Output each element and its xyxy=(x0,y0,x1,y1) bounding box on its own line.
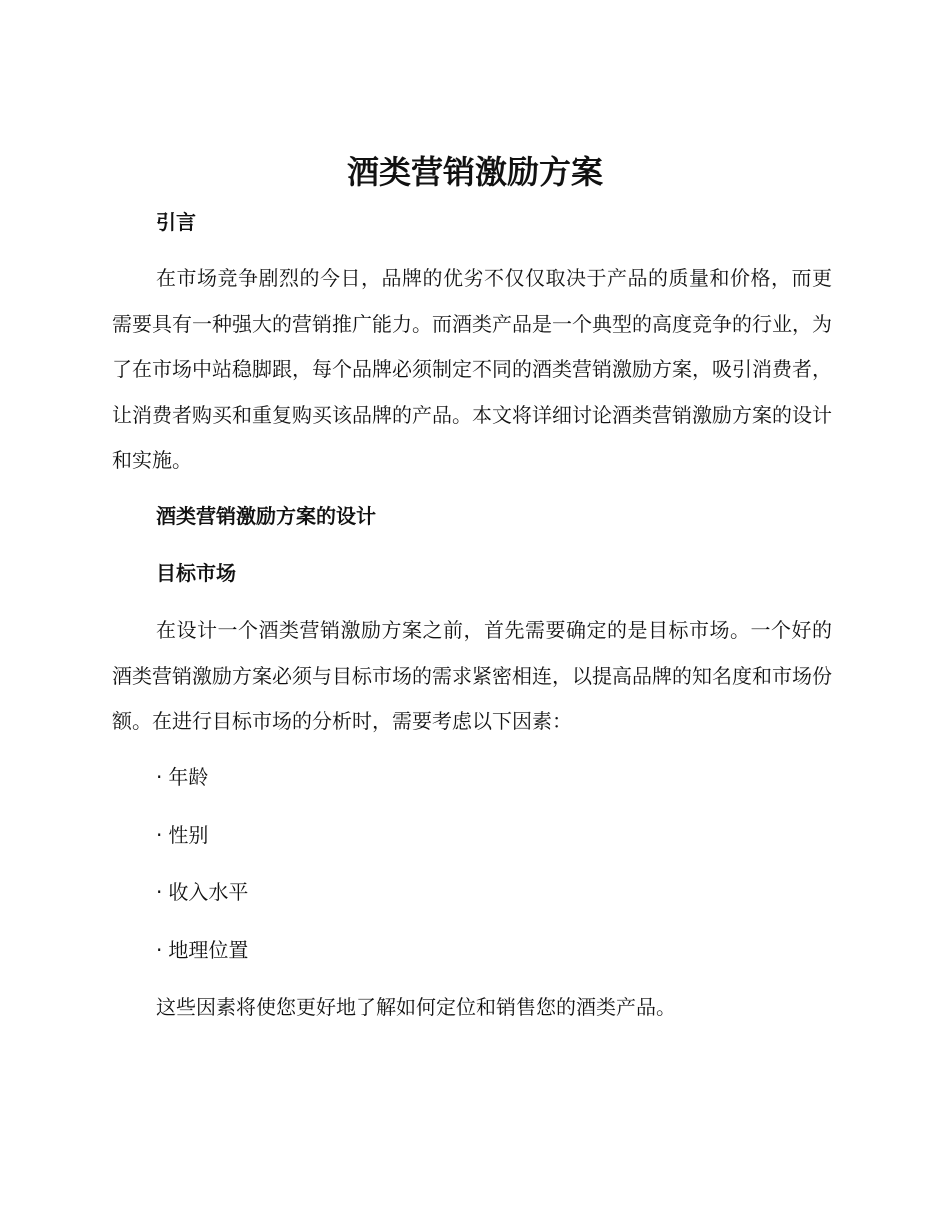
document-title: 酒类营销激励方案 xyxy=(346,153,603,191)
factor-item-gender xyxy=(156,821,208,849)
bullet-marker: · xyxy=(156,880,163,904)
intro-heading: 引言 xyxy=(156,210,196,234)
factor-item-location xyxy=(156,936,248,964)
factor-label: 年龄 xyxy=(168,765,209,789)
intro-paragraph: 在市场竞争剧烈的今日，品牌的优劣不仅仅取决于产品的质量和价格，而更需要具有一种强大的营销推广能力。而酒类产品是一个典型的高度竞争的行业，为了在市场中站稳脚跟，每个品牌必须制定不同的酒类营销激励方案，吸引消费者，让消费者购买和重复购买该品牌的产品。本文将详细讨论酒类营销激励方案的设计和实施。 xyxy=(112,266,832,473)
factor-item-age xyxy=(156,763,208,791)
factor-label: 收入水平 xyxy=(168,880,249,904)
closing-paragraph: 这些因素将使您更好地了解如何定位和销售您的酒类产品。 xyxy=(156,995,676,1019)
target-market-paragraph: 在设计一个酒类营销激励方案之前，首先需要确定的是目标市场。一个好的酒类营销激励方案必须与目标市场的需求紧密相连，以提高品牌的知名度和市场份额。在进行目标市场的分析时，需要考虑以下因素： xyxy=(112,618,832,734)
bullet-marker: · xyxy=(156,823,163,847)
factor-item-income xyxy=(156,878,248,906)
bullet-marker: · xyxy=(156,765,163,789)
factor-label: 性别 xyxy=(168,823,209,847)
bullet-marker: · xyxy=(156,938,163,962)
design-heading: 酒类营销激励方案的设计 xyxy=(156,504,376,528)
target-market-heading: 目标市场 xyxy=(156,561,236,585)
factor-label: 地理位置 xyxy=(168,938,249,962)
